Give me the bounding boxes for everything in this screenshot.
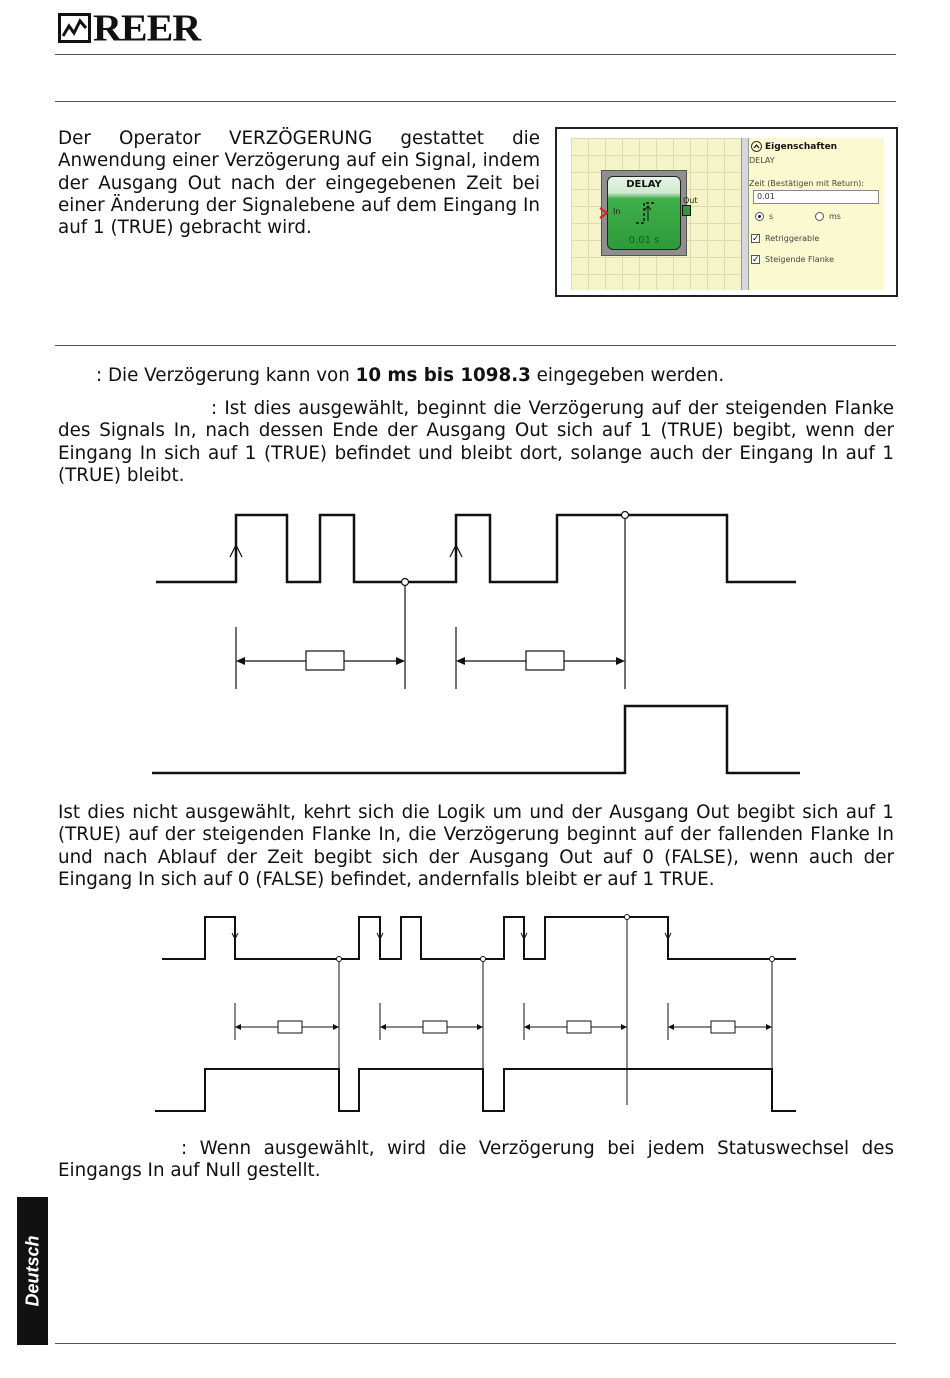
sample-point [625,915,630,920]
properties-header[interactable]: Eigenschaften [751,141,837,152]
delay-time-box [526,651,564,670]
section-rule-params [55,345,896,346]
sample-point [337,957,342,962]
rising-edge-paragraph: : Ist dies ausgewählt, beginnt die Verzögerung auf der steigenden Flanke des Signals In, nach dessen Ende der Ausgang Out sich auf 1 (TRUE) begibt, wenn der Eingang In sich auf 1 (TRUE) befindet und bleibt dort, solange auch der Eingang In auf 1 (TRUE) bleibt. [58,398,894,486]
rising-edge-option[interactable]: ✓ Steigende Flanke [752,255,835,265]
sample-point [622,512,629,519]
footer-rule [55,1343,896,1344]
canvas-area [571,138,741,290]
delay-time-box [278,1021,302,1033]
retriggerable-option[interactable]: ✓ Retriggerable [752,234,820,244]
timing-diagram-falling-edge [140,905,810,1120]
input-label: In [613,207,621,216]
sample-point [402,579,409,586]
language-label: Deutsch [22,1235,42,1307]
delay-time-box [711,1021,735,1033]
collapse-icon[interactable] [751,141,762,152]
software-screenshot [555,127,898,297]
output-label: Out [683,196,698,205]
delay-range-paragraph: : Die Verzögerung kann von 10 ms bis 1098.3 eingegeben werden. [96,365,725,386]
output-signal-trace [155,1069,796,1111]
output-pin[interactable] [682,205,691,216]
output-signal-trace [152,706,800,773]
retriggerable-paragraph: : Wenn ausgewählt, wird die Verzögerung bei jedem Statuswechsel des Eingangs In auf Null gestellt. [58,1138,894,1182]
delay-range-value: 10 ms bis 1098.3 [355,365,531,386]
rising-edge-checkbox[interactable]: ✓ [752,255,760,265]
radio-s[interactable] [755,212,764,221]
delay-time-box [423,1021,447,1033]
properties-name: DELAY [749,156,775,165]
brand-name: REER [93,6,201,49]
reer-logo [58,8,200,48]
delay-time-box [306,651,344,670]
section-rule-top [55,101,896,102]
logo-mark-icon [58,13,91,43]
input-signal-trace [156,515,796,582]
retriggerable-checkbox[interactable]: ✓ [752,234,760,244]
intro-paragraph: Der Operator VERZÖGERUNG gestattet die Anwendung einer Verzögerung auf ein Signal, indem der Ausgang Out nach der eingegebenen Zeit bei einer Änderung der Signalebene auf dem Eingang In auf 1 (TRUE) gebracht wird. [58,128,541,239]
sample-point [770,957,775,962]
panel-splitter[interactable] [741,138,749,290]
delay-time-box [567,1021,591,1033]
properties-panel [749,138,884,290]
header-rule [55,54,896,55]
radio-ms[interactable] [815,212,824,221]
unit-ms-option[interactable]: ms [815,212,841,221]
not-selected-paragraph: Ist dies nicht ausgewählt, kehrt sich die Logik um und der Ausgang Out begibt sich auf 1 (TRUE) auf der steigenden Flanke In, die Verzögerung beginnt auf der fallenden Flanke In und nach Ablauf der Zeit begibt sich der Ausgang Out auf 0 (FALSE), wenn auch der Eingang In sich auf 0 (FALSE) befindet, andernfalls bleibt er auf 1 TRUE. [58,802,894,890]
sample-point [481,957,486,962]
input-signal-trace [162,917,796,959]
delay-block [601,170,687,256]
block-title: DELAY [626,179,662,190]
unit-s-option[interactable]: s [755,212,773,221]
time-input[interactable]: 0.01 [753,190,879,204]
timing-diagram-rising-edge [140,505,810,785]
language-tab [17,1197,48,1345]
time-label: Zeit (Bestätigen mit Return): [749,179,865,188]
block-time: 0.01 s [628,235,660,246]
input-arrow-icon [599,207,609,219]
